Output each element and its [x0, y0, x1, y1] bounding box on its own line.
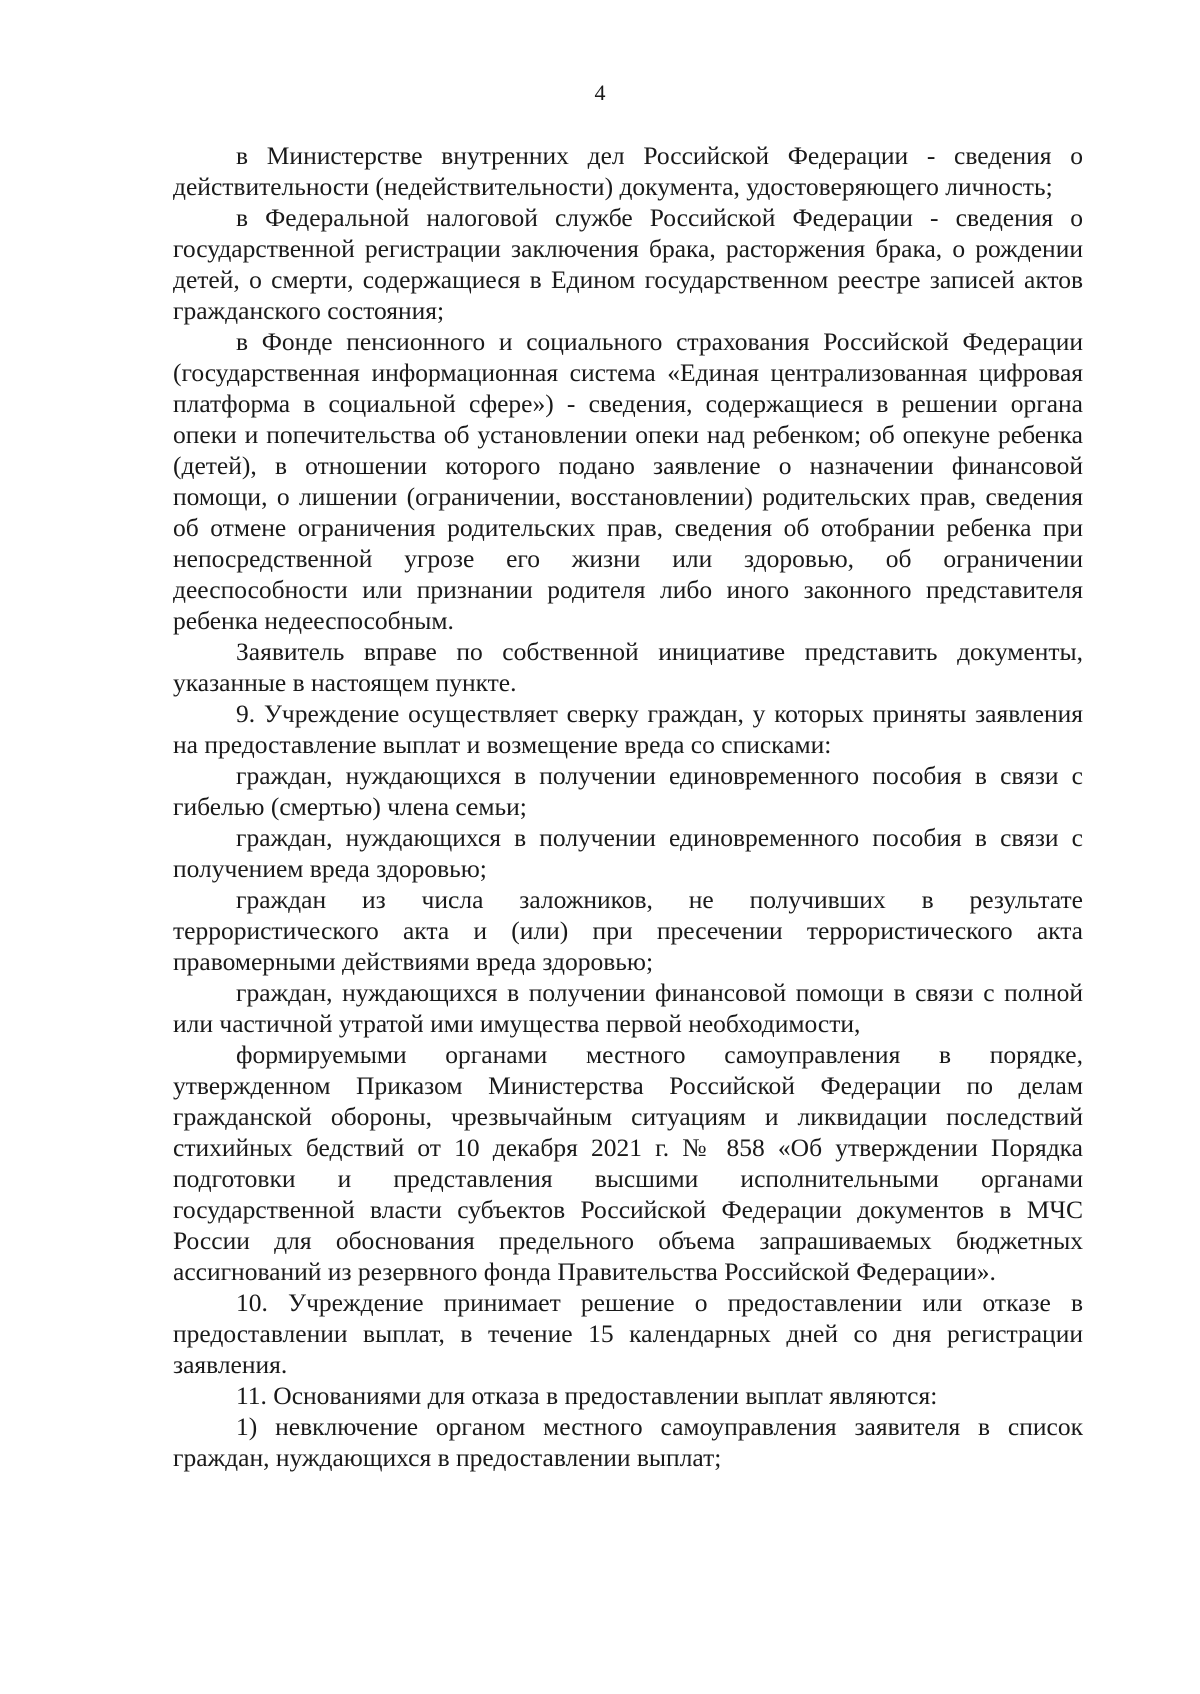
paragraph-list-death: граждан, нуждающихся в получении единовременного пособия в связи с гибелью (смертью) члена семьи;	[173, 761, 1083, 821]
paragraph-item-10: 10. Учреждение принимает решение о предоставлении или отказе в предоставлении выплат, в течение 15 календарных дней со дня регистрации заявления.	[173, 1288, 1083, 1379]
page-number: 4	[594, 80, 606, 105]
paragraph-item-11: 11. Основаниями для отказа в предоставлении выплат являются:	[236, 1381, 938, 1410]
paragraph-formed-by: формируемыми органами местного самоуправления в порядке, утвержденном Приказом Министерства Российской Федерации по делам гражданской обороны, чрезвычайным ситуациям и ликвидации последствий стихийных бедствий от 10 декабря 2021 г. № 858 «Об утверждении Порядка подготовки и представления высшими исполнительными органами государственной власти субъектов Российской Федерации документов в МЧС России для обоснования предельного объема запрашиваемых бюджетных ассигнований из резервного фонда Правительства Российской Федерации».	[173, 1040, 1083, 1286]
paragraph-list-hostages: граждан из числа заложников, не получивших в результате террористического акта и (или) при пресечении террористического акта правомерными действиями вреда здоровью;	[173, 885, 1083, 976]
paragraph-list-health: граждан, нуждающихся в получении единовременного пособия в связи с получением вреда здоровью;	[173, 823, 1083, 883]
paragraph-item-9: 9. Учреждение осуществляет сверку граждан, у которых приняты заявления на предоставление выплат и возмещение вреда со списками:	[173, 699, 1083, 759]
paragraph-mvd: в Министерстве внутренних дел Российской Федерации - сведения о действительности (недействительности) документа, удостоверяющего личность;	[173, 141, 1083, 201]
paragraph-list-property: граждан, нуждающихся в получении финансовой помощи в связи с полной или частичной утратой ими имущества первой необходимости,	[173, 978, 1083, 1038]
document-body	[173, 140, 1083, 1473]
paragraph-fns: в Федеральной налоговой службе Российской Федерации - сведения о государственной регистрации заключения брака, расторжения брака, о рождении детей, о смерти, содержащиеся в Едином государственном реестре записей актов гражданского состояния;	[173, 203, 1083, 325]
paragraph-item-11-1: 1) невключение органом местного самоуправления заявителя в список граждан, нуждающихся в предоставлении выплат;	[173, 1412, 1083, 1472]
paragraph-applicant-right: Заявитель вправе по собственной инициативе представить документы, указанные в настоящем пункте.	[173, 637, 1083, 697]
paragraph-sfr: в Фонде пенсионного и социального страхования Российской Федерации (государственная информационная система «Единая централизованная цифровая платформа в социальной сфере») - сведения, содержащиеся в решении органа опеки и попечительства об установлении опеки над ребенком; об опекуне ребенка (детей), в отношении которого подано заявление о назначении финансовой помощи, о лишении (ограничении, восстановлении) родительских прав, сведения об отмене ограничения родительских прав, сведения об отобрании ребенка при непосредственной угрозе его жизни или здоровью, об ограничении дееспособности или признании родителя либо иного законного представителя ребенка недееспособным.	[173, 327, 1083, 635]
